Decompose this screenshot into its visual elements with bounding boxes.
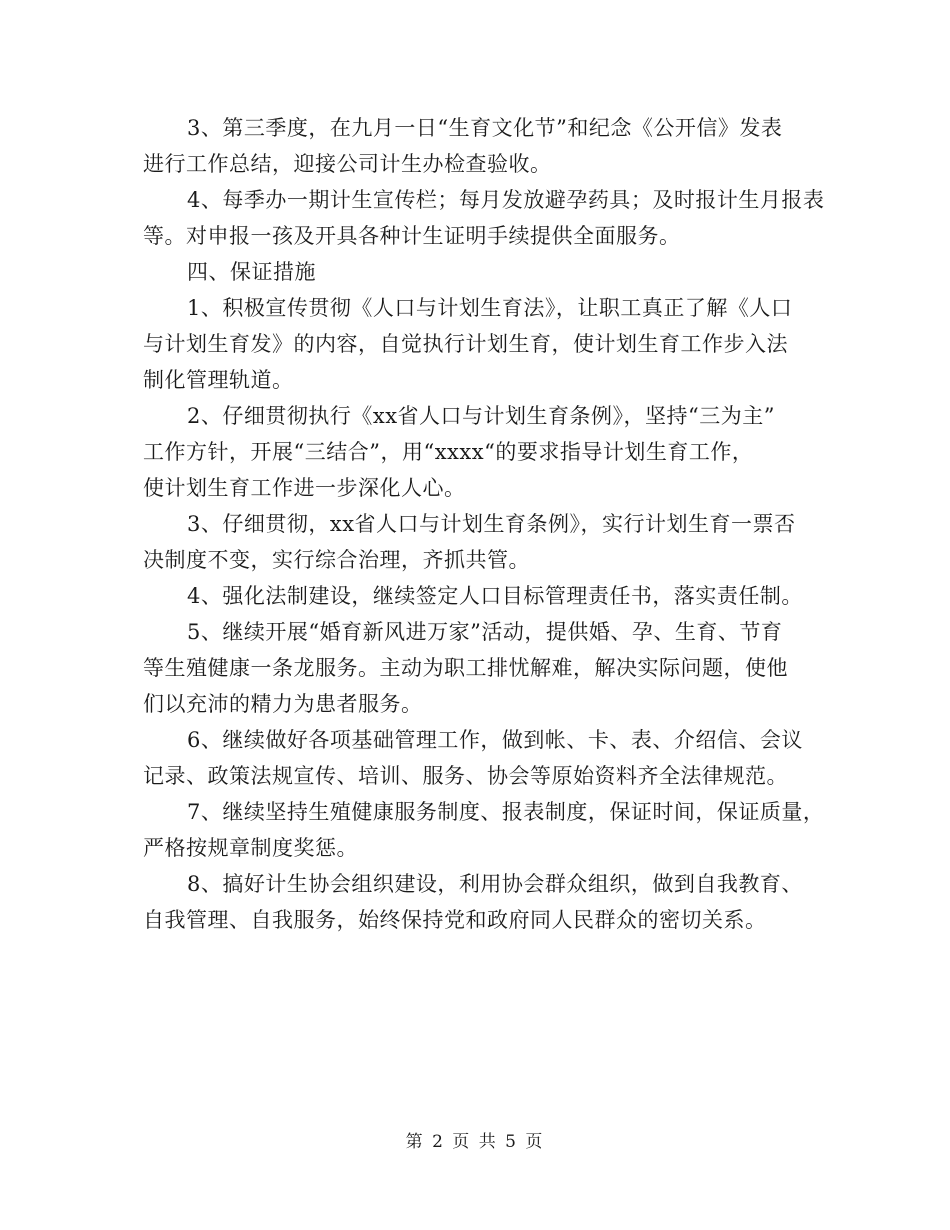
paragraph-item-3-q3 (143, 110, 823, 182)
section-title: 四、保证措施 (187, 260, 316, 284)
document-body (143, 110, 823, 938)
text-line: 6、继续做好各项基础管理工作，做到帐、卡、表、介绍信、会议 (187, 728, 803, 752)
measure-item-8 (143, 866, 823, 938)
text-line: 进行工作总结，迎接公司计生办检查验收。 (143, 152, 552, 176)
text-line: 使计划生育工作进一步深化人心。 (143, 476, 466, 500)
text-line: 3、仔细贯彻，xx省人口与计划生育条例》，实行计划生育一票否 (187, 512, 796, 536)
measure-item-1 (143, 290, 823, 398)
text-line: 3、第三季度，在九月一日“生育文化节”和纪念《公开信》发表 (187, 116, 783, 140)
text-line: 等生殖健康一条龙服务。主动为职工排忧解难，解决实际问题，使他 (143, 656, 788, 680)
text-line: 等。对申报一孩及开具各种计生证明手续提供全面服务。 (143, 224, 681, 248)
text-line: 严格按规章制度奖惩。 (143, 836, 358, 860)
text-line: 1、积极宣传贯彻《人口与计划生育法》，让职工真正了解《人口 (187, 296, 793, 320)
text-line: 4、强化法制建设，继续签定人口目标管理责任书，落实责任制。 (187, 584, 803, 608)
text-line: 记录、政策法规宣传、培训、服务、协会等原始资料齐全法律规范。 (143, 764, 788, 788)
measure-item-2 (143, 398, 823, 506)
paragraph-item-4-publicity (143, 182, 823, 254)
section-heading-guarantee-measures (143, 254, 823, 290)
page-number-footer: 第 2 页 共 5 页 (405, 1132, 545, 1152)
text-line: 决制度不变，实行综合治理，齐抓共管。 (143, 548, 530, 572)
text-line: 与计划生育发》的内容，自觉执行计划生育，使计划生育工作步入法 (143, 332, 788, 356)
text-line: 工作方针，开展“三结合”，用“xxxx“的要求指导计划生育工作， (143, 440, 754, 464)
text-line: 自我管理、自我服务，始终保持党和政府同人民群众的密切关系。 (143, 908, 767, 932)
text-line: 7、继续坚持生殖健康服务制度、报表制度，保证时间，保证质量， (187, 800, 825, 824)
measure-item-3 (143, 506, 823, 578)
measure-item-6 (143, 722, 823, 794)
measure-item-7 (143, 794, 823, 866)
text-line: 8、搞好计生协会组织建设，利用协会群众组织，做到自我教育、 (187, 872, 803, 896)
text-line: 制化管理轨道。 (143, 368, 294, 392)
measure-item-4 (143, 578, 823, 614)
text-line: 们以充沛的精力为患者服务。 (143, 692, 423, 716)
text-line: 2、仔细贯彻执行《xx省人口与计划生育条例》，坚持“三为主” (187, 404, 776, 428)
measure-item-5 (143, 614, 823, 722)
text-line: 4、每季办一期计生宣传栏；每月发放避孕药具；及时报计生月报表 (187, 188, 825, 212)
text-line: 5、继续开展“婚育新风进万家”活动，提供婚、孕、生育、节育 (187, 620, 783, 644)
